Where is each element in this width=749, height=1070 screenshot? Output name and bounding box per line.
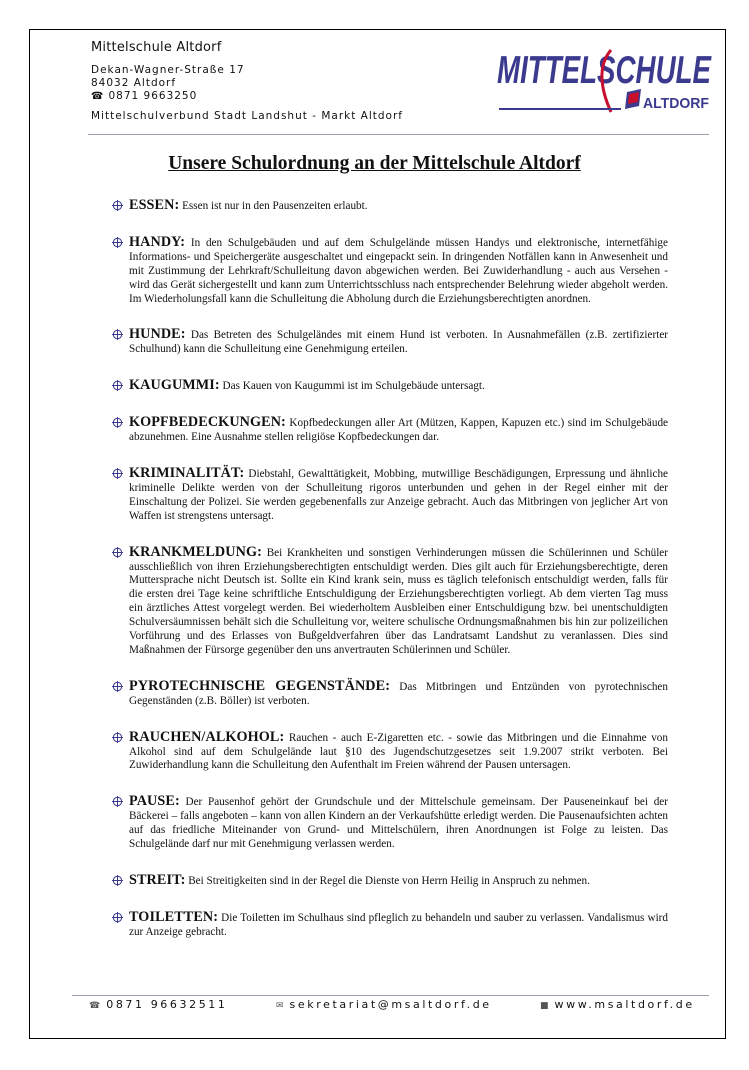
letterhead xyxy=(91,40,403,122)
rule-essen xyxy=(112,199,668,214)
logo-place: ALTDORF xyxy=(643,95,709,112)
rule-pyrotechnik xyxy=(112,677,668,709)
rule-heading: HANDY: xyxy=(129,233,186,250)
rule-kaugummi xyxy=(112,379,668,394)
rule-text: Das Kauen von Kaugummi ist im Schulgebäude untersagt. xyxy=(222,380,485,393)
rule-streit xyxy=(112,874,668,889)
footer-fax xyxy=(89,998,228,1011)
crosshair-icon xyxy=(112,875,123,886)
crosshair-icon xyxy=(112,796,123,807)
crosshair-icon xyxy=(112,200,123,211)
rule-text: Der Pausenhof gehört der Grundschule und der Mittelschule gemeinsam. Der Pauseneinkauf bei der Bäckerei – falls angeboten – kann von allen Kindern an der Verkaufshütte erledigt werden. Die Pausenaufsichten achten auf das friedliche Miteinander von Grund- und Mittelschülern, ihren Anordnungen ist Folge zu leisten. Das Schulgelände darf nur mit Genehmigung verlassen werden. xyxy=(129,796,668,851)
envelope-icon: ✉ xyxy=(276,1001,284,1011)
address-street: Dekan-Wagner-Straße 17 xyxy=(91,64,245,76)
rule-krankmeldung xyxy=(112,543,669,658)
rule-text: Diebstahl, Gewalttätigkeit, Mobbing, mutwillige Beschädigungen, Erpressung und ähnliche kriminelle Delikte werden von der Schulleitung rigoros unterbunden und gehen in der Regel einher mit der Einschaltung der Polizei. Sie werden gegebenenfalls zur Anzeige gebracht. Auch das Mitbringen von jeglicher Art von Waffen ist strengstens untersagt. xyxy=(129,467,669,522)
rule-toiletten xyxy=(112,908,668,940)
school-network: Mittelschulverbund Stadt Landshut - Markt Altdorf xyxy=(91,110,403,122)
phone-icon: ☎ xyxy=(91,91,105,102)
crosshair-icon xyxy=(112,329,123,340)
rule-text: In den Schulgebäuden und auf dem Schulgelände müssen Handys und elektronische, internetfähige Informations- und Speichergeräte ausgeschaltet und eingepackt sein. In dringenden Notfällen kann in Anwesenheit und mit Zustimmung der Lehrkraft/Schulleitung davon abgewichen werden. Bei Zuwiderhandlung - auch aus Versehen - wird das Gerät sichergestellt und kann zum Unterrichtsschluss nach entsprechender Belehrung wieder abgeholt werden. Im Wiederholungsfall kann die Schulleitung die Abholung durch die Erziehungsberechtigten anordnen. xyxy=(129,236,668,305)
rule-heading: PAUSE: xyxy=(129,793,180,810)
crosshair-icon xyxy=(112,417,123,428)
rule-text: Die Toiletten im Schulhaus sind pfleglich zu behandeln und sauber zu verlassen. Vandalismus wird zur Anzeige gebracht. xyxy=(129,911,668,938)
rule-text: Das Mitbringen und Entzünden von pyrotechnischen Gegenständen (z.B. Böller) ist verboten. xyxy=(129,680,668,707)
computer-icon: ■ xyxy=(540,1001,549,1011)
rule-pause xyxy=(112,795,668,852)
website-link[interactable]: www.msaltdorf.de xyxy=(554,998,695,1011)
rule-heading: PYROTECHNISCHE GEGENSTÄNDE: xyxy=(129,677,391,694)
footer-email xyxy=(276,998,492,1011)
rule-text: Essen ist nur in den Pausenzeiten erlaubt. xyxy=(182,200,368,212)
rule-rauchen-alkohol xyxy=(112,728,668,774)
crosshair-icon xyxy=(112,681,123,692)
crosshair-icon xyxy=(112,380,123,391)
phone-line xyxy=(91,90,403,103)
rule-text: Bei Streitigkeiten sind in der Regel die Dienste von Herrn Heilig in Anspruch zu nehmen. xyxy=(188,875,590,887)
rule-heading: TOILETTEN: xyxy=(129,908,219,925)
footer-web xyxy=(540,998,695,1011)
rule-hunde xyxy=(112,328,668,357)
rule-kopfbedeckungen xyxy=(112,416,668,445)
fax-icon: ☎ xyxy=(89,1001,101,1011)
rule-text: Rauchen - auch E-Zigaretten etc. - sowie das Mitbringen und die Einnahme von Alkohol sind auf dem Schulgelände laut §10 des Jugendschutzgesetzes seit 1.9.2007 strikt verboten. Bei Zuwiderhandlung kann die Schulleitung den Aufenthalt im Freien während der Pausen untersagen. xyxy=(129,731,668,772)
crosshair-icon xyxy=(112,468,123,479)
fax-number: 0871 96632511 xyxy=(106,998,228,1011)
rule-kriminalitaet xyxy=(112,464,669,524)
rule-heading: STREIT: xyxy=(129,872,186,888)
rules-list xyxy=(112,199,668,940)
logo-word: MITTELSCHULE xyxy=(497,49,712,92)
rule-heading: KRANKMELDUNG: xyxy=(129,543,262,560)
rule-heading: RAUCHEN/ALKOHOL: xyxy=(129,728,285,745)
rule-heading: KOPFBEDECKUNGEN: xyxy=(129,414,286,431)
school-name: Mittelschule Altdorf xyxy=(91,40,222,55)
rule-text: Das Betreten des Schulgeländes mit einem Hund ist verboten. In Ausnahmefällen (z.B. zertifizierter Schulhund) kann die Schulleitung eine Genehmigung erteilen. xyxy=(129,329,669,356)
address-city: 84032 Altdorf xyxy=(91,77,177,89)
crosshair-icon xyxy=(112,912,123,923)
crosshair-icon xyxy=(112,732,123,743)
logo-flag-icon xyxy=(625,89,641,109)
footer-divider xyxy=(72,995,709,996)
crosshair-icon xyxy=(112,237,123,248)
rule-heading: KAUGUMMI: xyxy=(129,377,220,394)
rule-heading: ESSEN: xyxy=(129,197,180,213)
rule-text: Kopfbedeckungen aller Art (Mützen, Kappen, Kapuzen etc.) sind im Schulgebäude abzunehmen. Eine Ausnahme stellen religiöse Kopfbedeckungen dar. xyxy=(129,417,669,444)
header-divider xyxy=(88,134,709,135)
rule-text: Bei Krankheiten und sonstigen Verhinderungen müssen die Schülerinnen und Schüler ausschließlich von ihren Erziehungsberechtigten entschuldigt werden. Dies gilt auch für Erziehungsberechtigte, deren Muttersprache nicht Deutsch ist. Sollte ein Kind krank sein, muss es täglich telefonisch entschuldigt werden, falls für die ersten drei Tage keine schriftliche Entschuldigung der Erziehungsberechtigten vorliegt. Ab dem vierten Tag muss ein ärztliches Attest vorgelegt werden. Bei wiederholtem Ausbleiben einer Entschuldigung bzw. bei unentschuldigten Schulversäumnissen behält sich die Schulleitung vor, weitere schulische Ordnungsmaßnahmen bis hin zur polizeilichen Vorführung und des Erlasses von Bußgeldverfahren über das Landratsamt Landshut zu veranlassen. Dies sind Maßnahmen der Fürsorge gegenüber den uns anvertrauten Schülerinnen und Schüler. xyxy=(129,546,669,656)
school-logo xyxy=(493,46,715,118)
crosshair-icon xyxy=(112,547,123,558)
rule-handy xyxy=(112,233,668,307)
document-title: Unsere Schulordnung an der Mittelschule Altdorf xyxy=(168,153,581,174)
email-link[interactable]: sekretariat@msaltdorf.de xyxy=(289,998,492,1011)
rule-heading: HUNDE: xyxy=(129,326,186,343)
phone-number: 0871 9663250 xyxy=(108,90,198,102)
rule-heading: KRIMINALITÄT: xyxy=(129,464,245,481)
